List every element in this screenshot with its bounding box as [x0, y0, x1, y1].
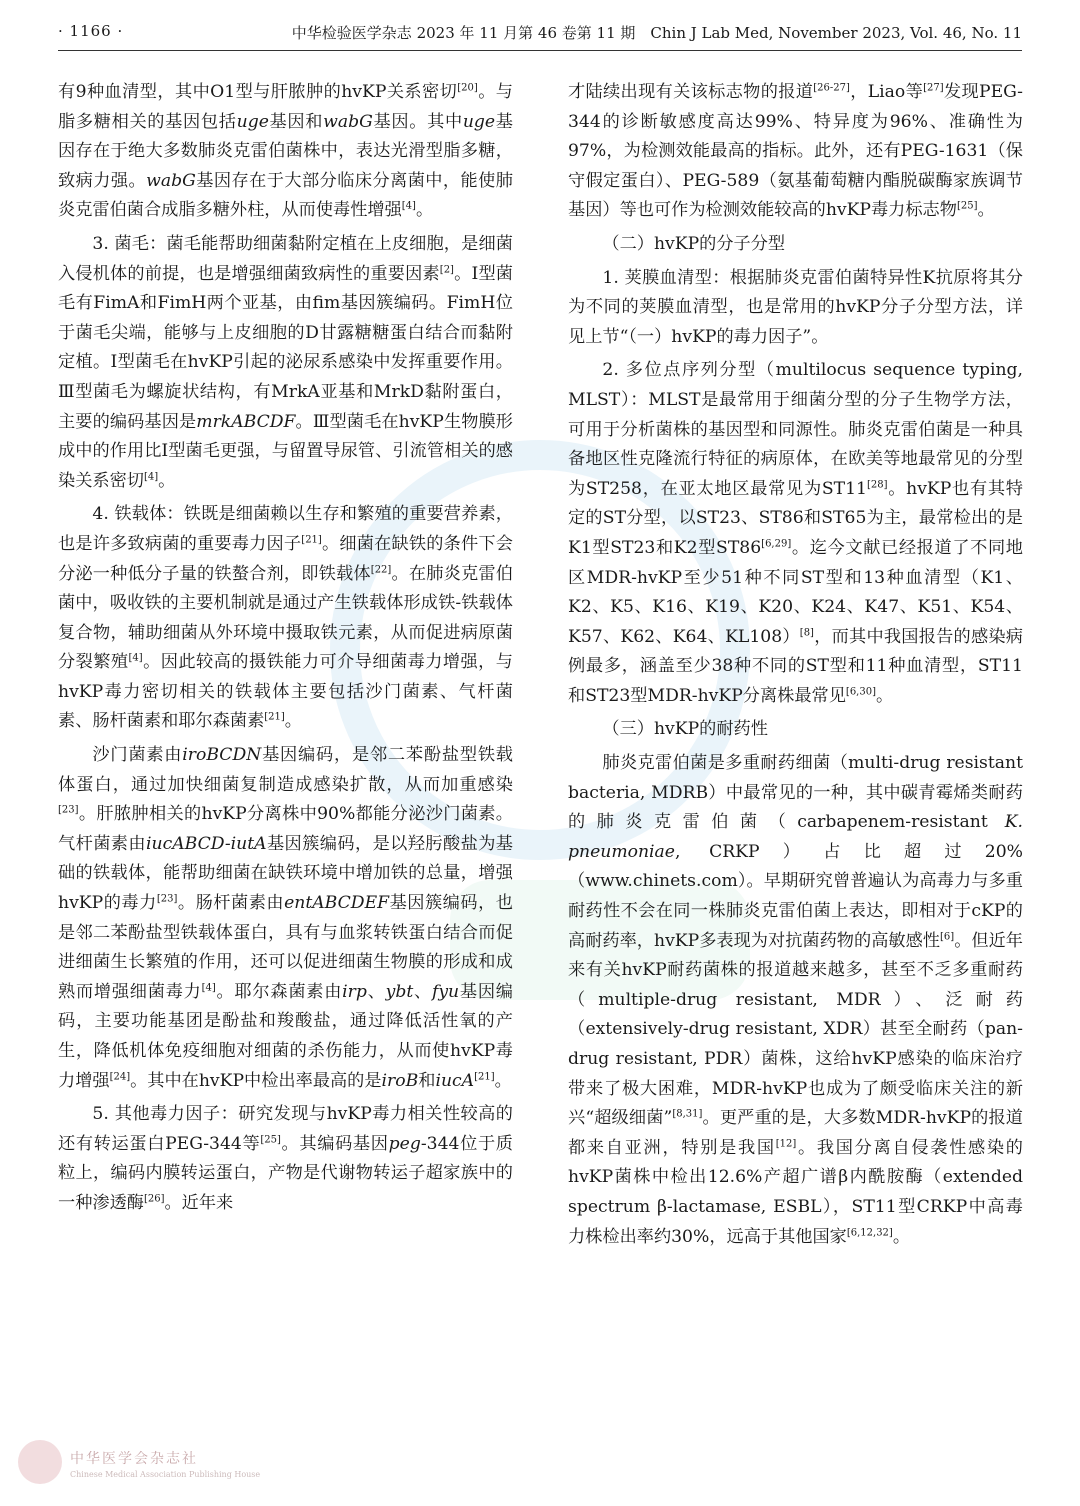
citation-ref: [6]: [940, 930, 955, 942]
citation-ref: [8,31]: [672, 1108, 703, 1120]
text-run: 。近年来: [164, 1192, 234, 1213]
text-run: ，而其中我国报告的感染病例最多，涵盖至少38种不同的ST型和11种血清型，ST11和ST23型MDR-hvKP分离株最常见: [568, 626, 1023, 706]
citation-ref: [27]: [923, 82, 944, 94]
text-run: 基因编码，是邻二苯酚盐型铁载体蛋白，通过加快细菌复制造成感染扩散，从而加重感染: [58, 745, 513, 795]
text-run: 肺炎克雷伯菌是多重耐药细菌（multi-drug resistant bacteria, MDRB）中最常见的一种，其中碳青霉烯类耐药的肺炎克雷伯菌（carbapenem-resistant: [568, 753, 1023, 833]
text-run: 发现PEG-344的诊断敏感度高达99%、特异度为96%、准确性为97%，为检测效能最高的指标。此外，还有PEG-1631（保守假定蛋白）、PEG-589（氨基葡萄糖内酯脱碳酶家族调节基因）等也可作为检测效能较高的hvKP毒力标志物: [568, 82, 1023, 221]
text-run: 。迄今文献已经报道了不同地区MDR-hvKP至少51种不同ST型和13种血清型（K1、K2、K5、K16、K19、K20、K24、K47、K51、K54、K57、K62、K64、KL108）: [568, 537, 1023, 647]
text-run: 、: [366, 981, 386, 1002]
gene-name: uge: [462, 111, 496, 132]
text-run: 基因存在于大部分临床分离菌中，能使肺炎克雷伯菌合成脂多糖外柱，从而使毒性增强: [58, 170, 513, 221]
gene-name: wabG: [146, 170, 196, 191]
gene-name: iroBCDN: [182, 745, 262, 766]
text-run: 。: [284, 711, 302, 732]
paragraph: [568, 78, 1023, 226]
gene-name: irp: [342, 981, 367, 1002]
paragraph: [58, 230, 513, 496]
text-run: 、: [413, 981, 432, 1002]
text-run: 基因。其中: [372, 111, 463, 132]
citation-ref: [4]: [201, 982, 216, 994]
text-run: 基因簇编码，也是邻二苯酚盐型铁载体蛋白，具有与血浆转铁蛋白结合而促进细菌生长繁殖的作用，还可以促进细菌生物膜的形成和成熟而增强细菌毒力: [58, 893, 513, 1002]
text-run: -344位于质粒上，编码内膜转运蛋白，产物是代谢物转运子超家族中的一种渗透酶: [58, 1133, 513, 1213]
page-header: [0, 0, 1080, 52]
citation-ref: [20]: [457, 82, 478, 94]
citation-ref: [23]: [58, 804, 79, 816]
page-number: · 1166 ·: [58, 22, 124, 40]
text-run: 。因此较高的摄铁能力可介导细菌毒力增强，与hvKP毒力密切相关的铁载体主要包括沙门菌素、气杆菌素、肠杆菌素和耶尔森菌素: [58, 652, 513, 732]
citation-ref: [25]: [956, 200, 978, 212]
citation-ref: [4]: [128, 652, 143, 664]
gene-name: wabG: [323, 111, 373, 132]
citation-ref: [21]: [264, 711, 285, 723]
citation-ref: [28]: [866, 478, 888, 490]
citation-ref: [8]: [799, 626, 814, 638]
gene-name: entABCDEF: [284, 893, 390, 914]
citation-ref: [6,12,32]: [846, 1226, 893, 1238]
right-column: [568, 78, 1023, 1256]
publisher-name: 中华医学会杂志社: [70, 1451, 198, 1467]
section-heading: （二）hvKP的分子分型: [602, 233, 786, 254]
text-run: 和: [418, 1070, 436, 1091]
gene-name: iucABCD-iutA: [146, 833, 267, 854]
publisher-logo: [18, 1440, 62, 1484]
paragraph: [58, 500, 513, 737]
paragraph: [58, 741, 513, 1096]
gene-name: iroB: [381, 1070, 419, 1091]
citation-ref: [22]: [370, 563, 392, 575]
text-run: 2. 多位点序列分型（multilocus sequence typing, MLST）：MLST是最常用于细菌分型的分子生物学方法，可用于分析菌株的基因型和同源性。肺炎克雷伯菌是一种具备地区性克隆流行特征的病原体，在欧美等地最常见的分型为ST258，在亚太地区最常见为ST11: [568, 360, 1023, 499]
text-run: 。更严重的是，大多数MDR-hvKP的报道都来自亚洲，特别是我国: [568, 1108, 1023, 1158]
text-run: 。Ⅰ型菌毛有FimA和FimH两个亚基，由fim基因簇编码。FimH位于菌毛尖端，能够与上皮细胞的D甘露糖糖蛋白结合而黏附定植。Ⅰ型菌毛在hvKP引起的泌尿系感染中发挥重要作用。Ⅲ型菌毛为螺旋状结构，有MrkA亚基和MrkD黏附蛋白，主要的编码基因是: [58, 263, 513, 432]
text-run: 3. 菌毛：菌毛能帮助细菌黏附定植在上皮细胞，是细菌入侵机体的前提，也是增强细菌致病性的重要因素: [58, 233, 513, 284]
citation-ref: [4]: [401, 200, 416, 212]
text-run: 。肝脓肿相关的hvKP分离株中90%都能分泌沙门菌素。气杆菌素由: [58, 804, 513, 854]
text-run: 才陆续出现有关该标志物的报道: [568, 82, 814, 102]
text-run: 。与脂多糖相关的基因包括: [58, 82, 513, 132]
text-run: 。肠杆菌素由: [177, 893, 285, 914]
paragraph: [58, 1100, 513, 1218]
text-run: ，Liao等: [849, 82, 924, 102]
publisher-name-en: Chinese Medical Association Publishing House: [70, 1470, 261, 1479]
header-rule: [58, 50, 1022, 51]
text-run: 。: [494, 1070, 512, 1091]
gene-name: iucA: [435, 1070, 475, 1091]
citation-ref: [21]: [474, 1070, 495, 1082]
citation-ref: [6,29]: [761, 538, 792, 550]
citation-ref: [26]: [143, 1193, 165, 1205]
paragraph: [568, 356, 1023, 711]
text-run: 沙门菌素由: [92, 745, 183, 766]
text-run: 基因簇编码，是以羟肟酸盐为基础的铁载体，能帮助细菌在缺铁环境中增加铁的总量，增强hvKP的毒力: [58, 833, 513, 914]
text-run: 基因和: [268, 111, 324, 132]
citation-ref: [26-27]: [813, 82, 850, 94]
gene-name: uge: [236, 111, 269, 132]
text-run: 。: [977, 200, 995, 221]
citation-ref: [12]: [775, 1138, 797, 1150]
gene-name: K. pneumoniae: [568, 812, 1023, 862]
text-run: 。细菌在缺铁的条件下会分泌一种低分子量的铁螯合剂，即铁载体: [58, 533, 513, 584]
citation-ref: [6,30]: [845, 686, 876, 698]
text-run: 5. 其他毒力因子：研究发现与hvKP毒力相关性较高的还有转运蛋白PEG-344等: [58, 1104, 513, 1154]
gene-name: peg: [388, 1133, 421, 1154]
text-run: 4. 铁载体：铁既是细菌赖以生存和繁殖的重要营养素，也是许多致病菌的重要毒力因子: [58, 504, 513, 554]
text-run: 。hvKP也有其特定的ST分型，以ST23、ST86和ST65为主，最常检出的是K1型ST23和K2型ST86: [568, 478, 1023, 558]
left-column: [58, 78, 513, 1223]
text-run: 。: [876, 685, 894, 706]
text-run: 。但近年来有关hvKP耐药菌株的报道越来越多，甚至不乏多重耐药（multiple-drug resistant, MDR）、泛耐药（extensively-drug resistant, XDR）甚至全耐药（pan-drug resistant, PDR）菌株，这给hvKP感染的临床治疗带来了极大困难，MDR-hvKP也成为了颇受临床关注的新兴“超级细菌”: [568, 930, 1023, 1129]
text-run: 。我国分离自侵袭性感染的hvKP菌株中检出12.6%产超广谱β内酰胺酶（extended spectrum β-lactamase, ESBL），ST11型CRKP中高毒力株检出率约30%，远高于其他国家: [568, 1137, 1023, 1247]
journal-citation: 中华检验医学杂志 2023 年 11 月第 46 卷第 11 期 Chin J Lab Med, November 2023, Vol. 46, No. 11: [291, 24, 1022, 42]
citation-ref: [2]: [439, 263, 454, 275]
text-run: 。其中在hvKP中检出率最高的是: [130, 1070, 382, 1091]
text-run: 。其编码基因: [280, 1133, 389, 1154]
section-heading: （三）hvKP的耐药性: [602, 719, 768, 740]
gene-name: mrkABCDF: [196, 411, 296, 432]
text-run: 。Ⅲ型菌毛在hvKP生物膜形成中的作用比Ⅰ型菌毛更强，与留置导尿管、引流管相关的感染关系密切: [58, 411, 513, 491]
text-run: 有9种血清型，其中O1型与肝脓肿的hvKP关系密切: [58, 82, 458, 102]
paragraph: [568, 264, 1023, 353]
text-run: 。: [158, 470, 176, 491]
gene-name: fyu: [431, 981, 460, 1002]
citation-ref: [21]: [301, 534, 322, 546]
citation-ref: [23]: [156, 893, 178, 905]
text-run: , CRKP）占比超过20%（www.chinets.com）。早期研究曾普遍认为高毒力与多重耐药性不会在同一株肺炎克雷伯菌上表达，即相对于cKP的高耐药率，hvKP多表现为对抗菌药物的高敏感性: [568, 841, 1023, 951]
citation-ref: [24]: [109, 1070, 131, 1082]
text-run: 。在肺炎克雷伯菌中，吸收铁的主要机制就是通过产生铁载体形成铁-铁载体复合物，辅助细菌从外环境中摄取铁元素，从而促进病原菌分裂繁殖: [58, 563, 513, 673]
text-run: 。耶尔森菌素由: [215, 981, 343, 1002]
paragraph: [58, 78, 513, 226]
text-run: 基因编码，主要功能基团是酚盐和羧酸盐，通过降低活性氧的产生，降低机体免疫细胞对细菌的杀伤能力，从而使hvKP毒力增强: [58, 981, 513, 1091]
text-run: 。: [892, 1226, 911, 1247]
text-run: 。: [415, 200, 434, 221]
paragraph: [568, 749, 1023, 1252]
gene-name: ybt: [385, 981, 414, 1002]
citation-ref: [4]: [143, 470, 159, 482]
text-run: 1. 荚膜血清型：根据肺炎克雷伯菌特异性K抗原将其分为不同的荚膜血清型，也是常用的hvKP分子分型方法，详见上节“（一）hvKP的毒力因子”。: [568, 267, 1023, 347]
citation-ref: [25]: [260, 1134, 281, 1146]
text-run: 基因存在于绝大多数肺炎克雷伯菌株中，表达光滑型脂多糖，致病力强。: [58, 111, 513, 191]
